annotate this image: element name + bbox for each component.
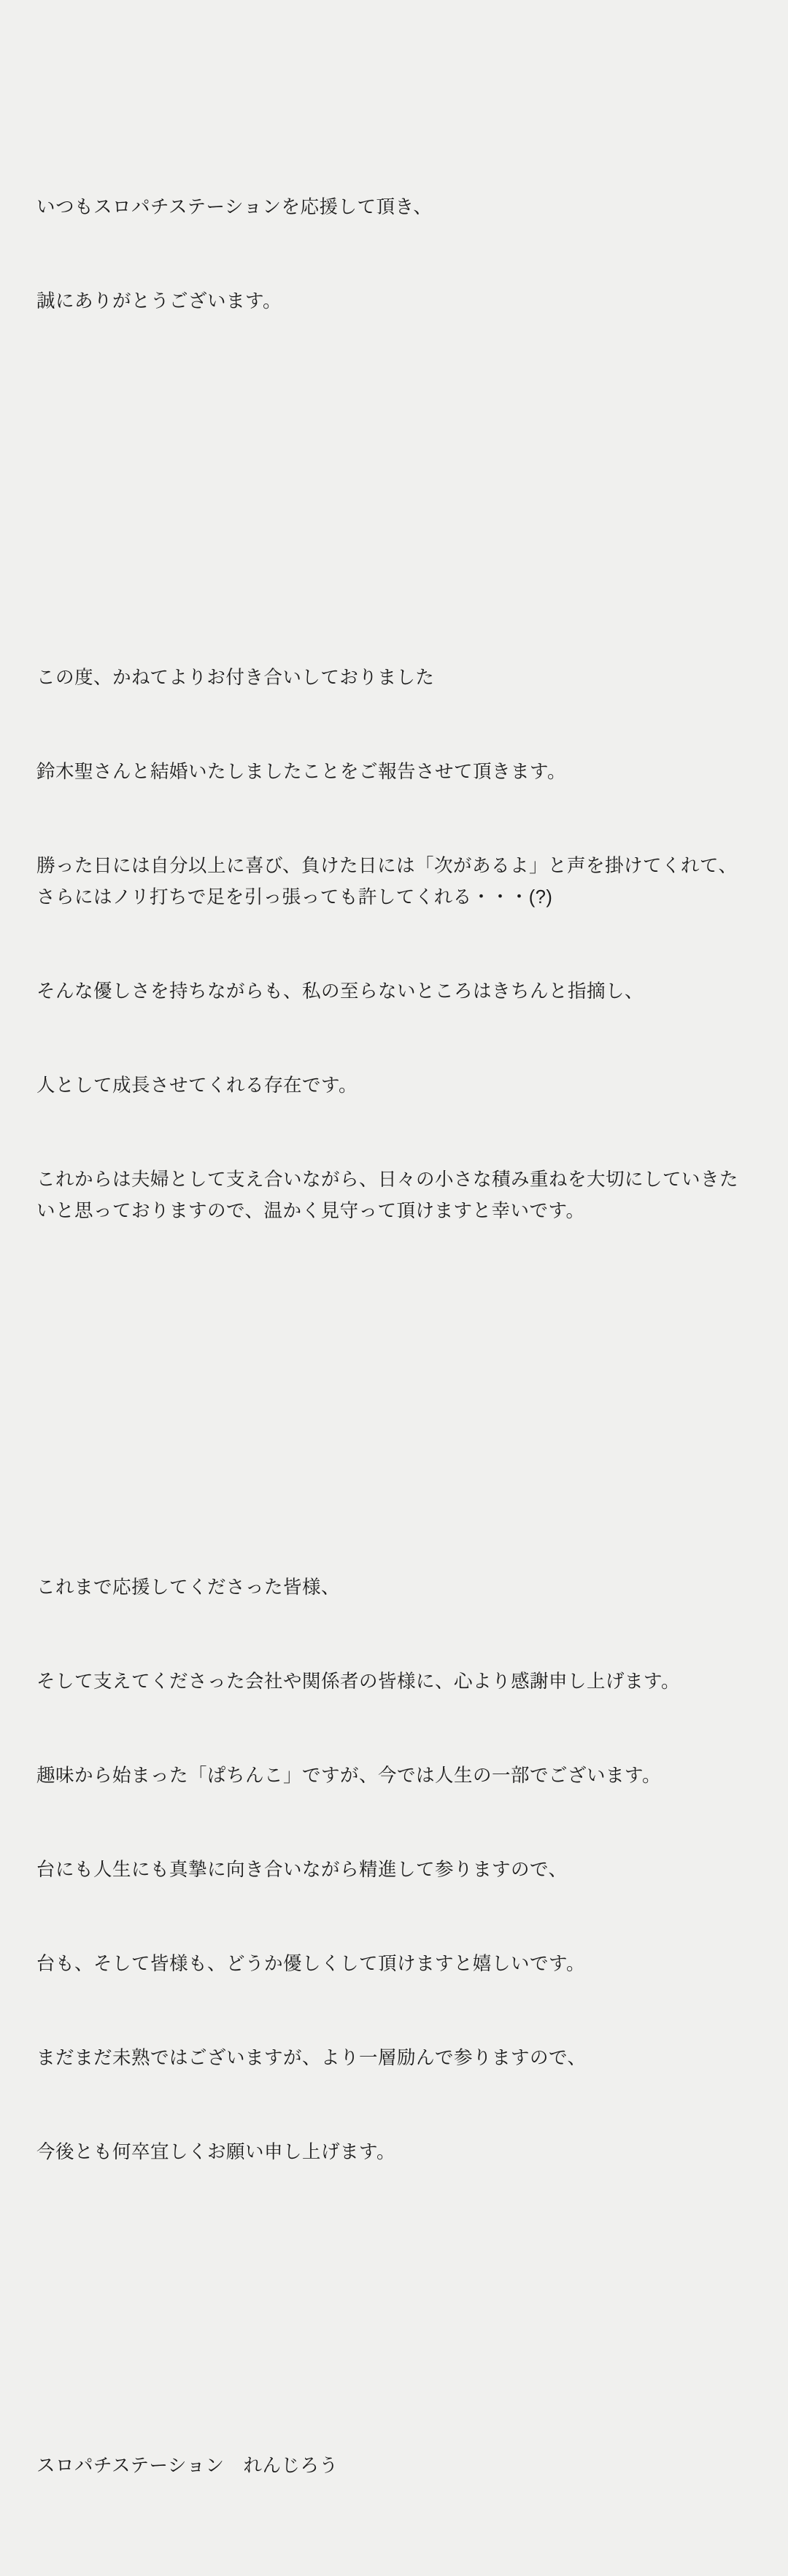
text-line: 鈴木聖さんと結婚いたしましたことをご報告させて頂きます。 bbox=[36, 762, 566, 782]
paragraph-greeting bbox=[36, 129, 752, 380]
text-line: 誠にありがとうございます。 bbox=[36, 291, 282, 312]
text-line: 趣味から始まった「ぱちんこ」ですが、今では人生の一部でございます。 bbox=[36, 1765, 661, 1786]
paragraph-spacer bbox=[36, 474, 752, 506]
document-body bbox=[36, 35, 752, 2576]
text-line: まだまだ未熟ではございますが、より一層励んで参りますので、 bbox=[36, 2048, 587, 2068]
text-line: これまで応援してくださった皆様、 bbox=[36, 1577, 341, 1598]
text-line: 勝った日には自分以上に喜び、負けた日には「次があるよ」と声を掛けてくれて、さらにはノリ打ちで足を引っ張っても許してくれる・・・(?) bbox=[36, 856, 738, 908]
text-line: これからは夫婦として支え合いながら、日々の小さな積み重ねを大切にしていきたいと思っておりますので、温かく見守って頂けますと幸いです。 bbox=[36, 1169, 739, 1221]
text-line: 人として成長させてくれる存在です。 bbox=[36, 1075, 358, 1096]
signature: スロパチステーション れんじろう bbox=[36, 2456, 339, 2476]
text-line: そんな優しさを持ちながらも、私の至らないところはきちんと指摘し、 bbox=[36, 981, 644, 1002]
text-line: 今後とも何卒宜しくお願い申し上げます。 bbox=[36, 2142, 395, 2162]
text-line: そして支えてくださった会社や関係者の皆様に、心より感謝申し上げます。 bbox=[36, 1671, 680, 1692]
paragraph-spacer bbox=[36, 2325, 752, 2356]
paragraph-gratitude bbox=[36, 1509, 752, 2231]
paragraph-spacer bbox=[36, 1384, 752, 1415]
paragraph-announcement bbox=[36, 600, 752, 1290]
text-line: 台も、そして皆様も、どうか優しくして頂けますと嬉しいです。 bbox=[36, 1954, 585, 1974]
text-line: 台にも人生にも真摯に向き合いながら精進して参りますので、 bbox=[36, 1860, 568, 1880]
text-line: いつもスロパチステーションを応援して頂き、 bbox=[36, 197, 433, 217]
text-line: この度、かねてよりお付き合いしておりました bbox=[36, 668, 435, 688]
